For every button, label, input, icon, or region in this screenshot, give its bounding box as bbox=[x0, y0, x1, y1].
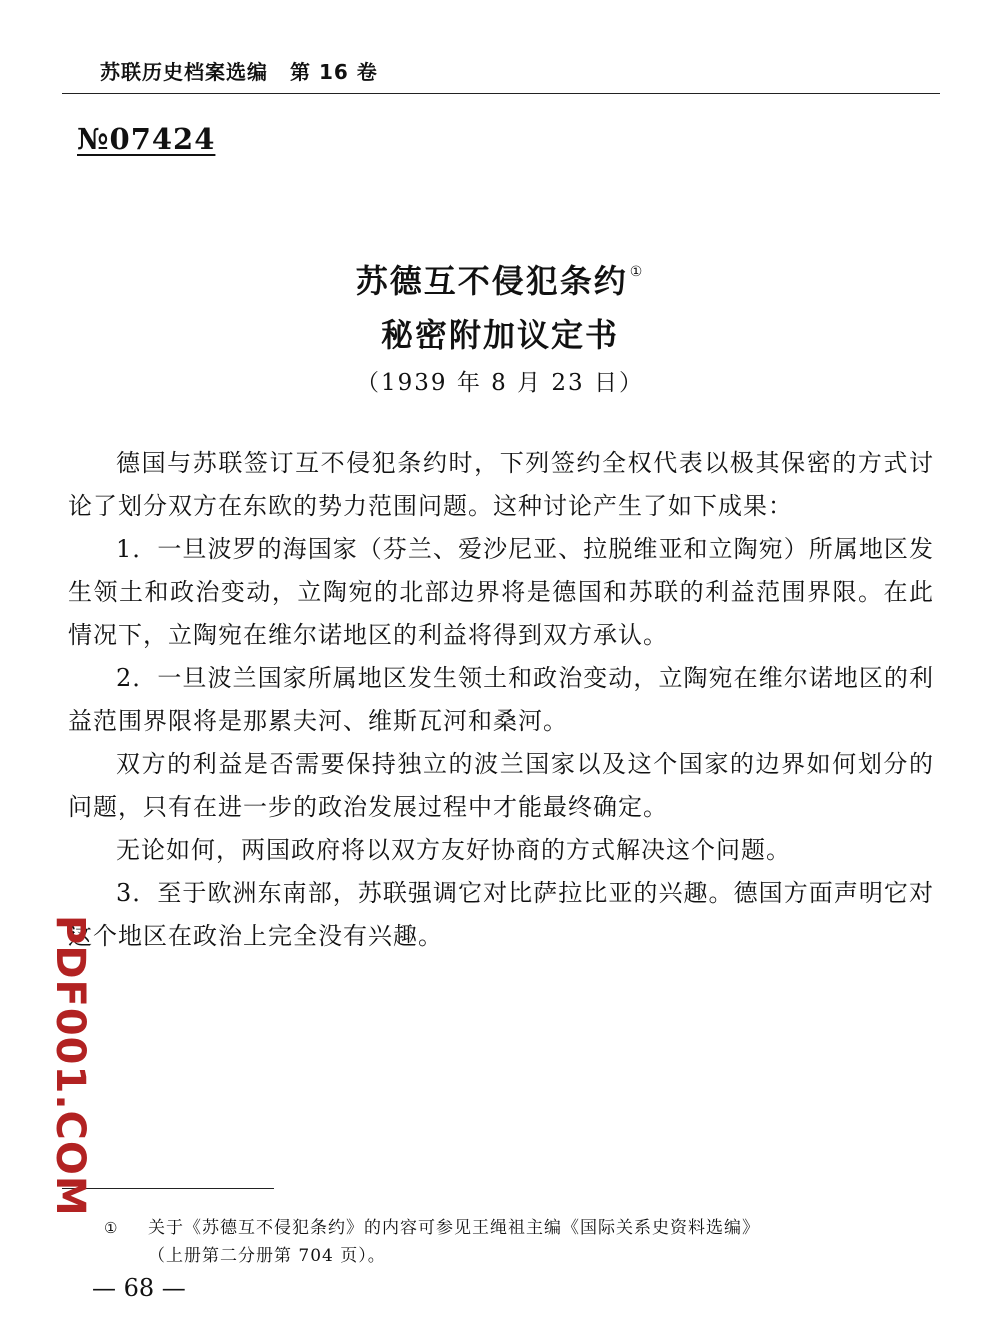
series-title: 苏联历史档案选编 bbox=[100, 60, 268, 84]
document-title bbox=[0, 256, 1000, 302]
footnote-marker: ① bbox=[104, 1219, 119, 1237]
page-number: — 68 — bbox=[92, 1274, 186, 1302]
document-subtitle: 秘密附加议定书 bbox=[380, 316, 619, 354]
title-footnote-marker[interactable]: ① bbox=[629, 264, 645, 280]
body-paragraph: 德国与苏联签订互不侵犯条约时，下列签约全权代表以极其保密的方式讨论了划分双方在东欧的势力范围问题。这种讨论产生了如下成果： bbox=[68, 449, 934, 520]
body-paragraph: 无论如何，两国政府将以双方友好协商的方式解决这个问题。 bbox=[116, 836, 791, 864]
body-paragraph: 1．一旦波罗的海国家（芬兰、爱沙尼亚、拉脱维亚和立陶宛）所属地区发生领土和政治变动，立陶宛的北部边界将是德国和苏联的利益范围界限。在此情况下，立陶宛在维尔诺地区的利益将得到双方承认。 bbox=[68, 535, 934, 649]
document-date: （1939 年 8 月 23 日） bbox=[356, 370, 644, 396]
footnote bbox=[104, 1214, 934, 1270]
watermark: PDF001.COM bbox=[47, 915, 93, 1217]
document-number: №07424 bbox=[77, 122, 216, 156]
body-paragraph: 2．一旦波兰国家所属地区发生领土和政治变动，立陶宛在维尔诺地区的利益范围界限将是那累夫河、维斯瓦河和桑河。 bbox=[68, 664, 934, 735]
document-title-text: 苏德互不侵犯条约 bbox=[355, 262, 628, 300]
footnote-line-1 bbox=[104, 1214, 934, 1242]
body-text bbox=[68, 442, 934, 958]
body-paragraph: 3．至于欧洲东南部，苏联强调它对比萨拉比亚的兴趣。德国方面声明它对这个地区在政治上完全没有兴趣。 bbox=[68, 879, 934, 950]
footnote-text: 关于《苏德互不侵犯条约》的内容可参见王绳祖主编《国际关系史资料选编》 bbox=[148, 1218, 760, 1238]
body-paragraph: 双方的利益是否需要保持独立的波兰国家以及这个国家的边界如何划分的问题，只有在进一步的政治发展过程中才能最终确定。 bbox=[68, 750, 934, 821]
running-head bbox=[100, 56, 378, 85]
header-divider bbox=[62, 93, 940, 94]
volume-label: 第 16 卷 bbox=[290, 60, 378, 84]
footnote-line-2: （上册第二分册第 704 页）。 bbox=[148, 1246, 386, 1266]
footnote-divider bbox=[62, 1188, 274, 1189]
